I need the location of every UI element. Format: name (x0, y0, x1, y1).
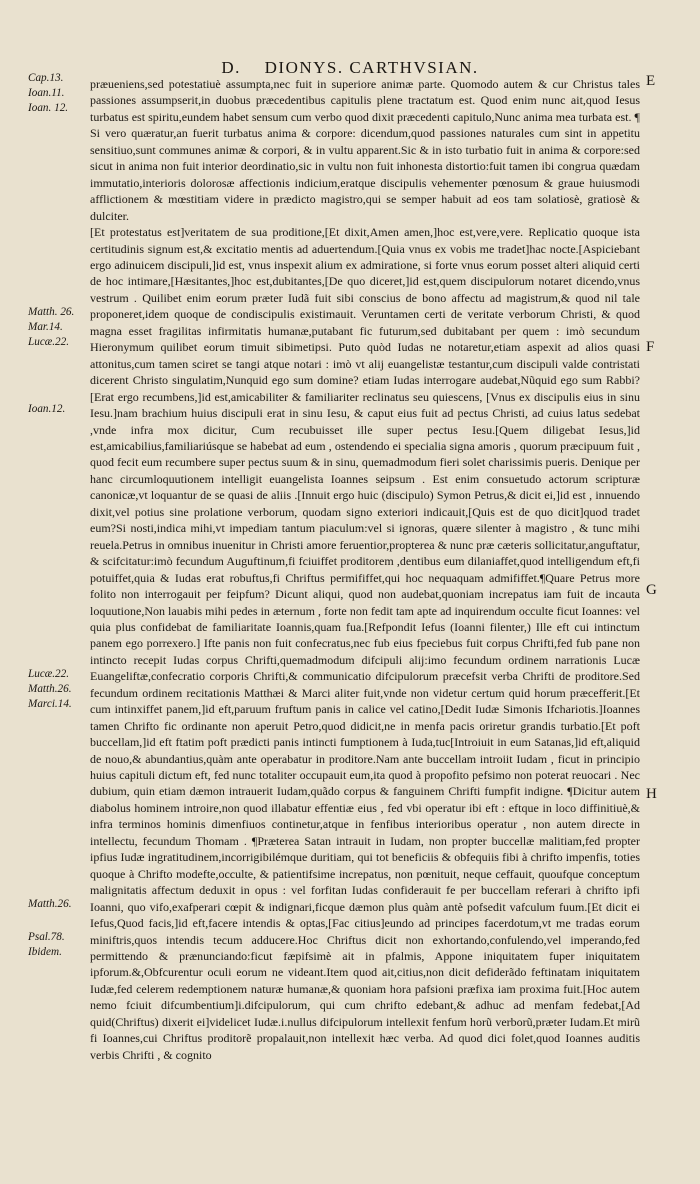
margin-note: Lucæ.22. (28, 668, 70, 680)
margin-note: Ibidem. (28, 946, 62, 958)
margin-note: Cap.13. (28, 72, 64, 84)
paragraph: præueniens,sed potestatiuè assumpta,nec fuit in superiore animæ parte. Quomodo autem & cur Christus tales passiones assumpserit,in duobus præcedentibus capitulis plene tractatum est. Quod enim nunc ait,quod Iesus turbatus est spiritu,eundem habet sensum cum verbo quod dixit præcedenti capitulo,Nunc anima mea turbata est. ¶ Si vero quæratur,an fuerit turbatus anima & corpore: dicendum,quod passiones naturales cum sint in appetitu sensitiuo,sunt communes animæ & corpori, & in vultu apparent.Sic & in isto turbatio fuit in anima & corpore:sed sicut in anima non fuit interior deordinatio,sic in vultu non fuit inhonesta distortio:fuit tamen ibi congrua quædam immutatio,interioris dolorosæ affectionis indicium,eratque discipulis vehementer pœnosum & graue huiusmodi afflictionem & mœstitiam videre in prædicto magistro,qui se semper habuit ad eos tam solatiosè, gratiosè & dulciter. (90, 77, 640, 223)
paragraph: [Et protestatus est]veritatem de sua proditione,[Et dixit,Amen amen,]hoc est,vere,vere. Replicatio quoque ista certitudinis signum est,& excitatio mentis ad aduertendum.[Quia vnus ex vobis me tradet]hac nocte.[Aspiciebant ergo adinuicem discipuli,]id est, vnus inspexit alium ex admiratione, si forte vnus eorum posset alteri aliquid certi de hoc intimare,[Hæsitantes,]hoc est,dubitantes,[De quo diceret,]id est,quem discipulorum notaret dicendo,vnus vestrum . Quilibet enim eorum præter Iudã fuit sibi conscius de bono affectu ad magistrum,& quod nil tale proponeret,idem quoque de condiscipulis existimauit. Veruntamen certi de veritate verborum Christi, & quod magna esset fragilitas infirmitatis humanæ,putabant fic futurum,sed dubitabant per quem : imò secundum Hieronymum quilibet eorum timuit sibimetipsi. Puto quòd Iudas ne notaretur,etiam aspexit ad alios quasi attonitus,cum tamen sciret se tangi atque notari : imò vt alij euangelistæ testantur,cum discipuli valde contristati dicerent Christo singulatim,Nunquid ego sum domine? etiam Iudas interrogare audebat,Nũquid ego sum Rabbi?[Erat ergo recumbens,]id est,amicabiliter & familiariter reclinatus seu quiescens, [Vnus ex discipulis eius in sinu Iesu.]nam brachium huius discipuli erat in sinu Iesu, & caput eius fuit ad pectus Christi, ad cuius latus sedebat ,vnde infra mox dicitur, Cum recubuisset ille super pectus Iesu.[Quem diligebat Iesus,]id est,amicabilius,familiariúsque se habebat ad eum , ostendendo ei specialia signa amoris , quorum præcipuum fuit , quod fecit eum recumbere super pectus suum & in sinu, quemadmodum fieri solet charissimis pueris. Denique per hanc circumloquutionem intelligit euangelista Ioannes seipsum . Est enim consuetudo actorum scripturæ canonicæ,vt loquantur de se quasi de aliis .[Innuit ergo huic (discipulo) Symon Petrus,& dicit ei,]id est , innuendo dixit,vel potius sine prolatione verborum, quodam signo exteriori indicauit,[Quis est de quo dicit]quod tradet eum?Si nosti,indica mihi,vt impediam tantum piaculum:vel si ignoras, quære silenter à magistro , & tunc mihi reuela.Petrus in omnibus inuenitur in Christi amore feruentior,propterea & nunc præ cæteris sollicitatur,anguftatur, & scifcitatur:imò fecundum Auguftinum,fi fciuiffet proditorem ,dentibus eum dilaniaffet,quod intelligendum eft,fi potuiffet,quia & Iudas erat robuftus,fi Chriftus permififfet,qui hoc nequaquam admififfet.¶Quare Petrus more folito non interrogauit per feipfum? Dicunt aliqui, quod non audebat,quoniam increpatus iam fuit de incauta loquutione,Non lauabis mihi pedes in æternum , forte non fedit tam apte ad inquirendum occulte ficut Ioannes: vel quia plus confidebat de familiaritate Ioannis,quam fua.[Refpondit Iefus (Ioanni filenter,) Ille eft cui intinctum panem ego porrexero.] Ifte panis non fuit confecratus,nec fub eius fpeciebus fuit corpus Chrifti,fed fub pane non intincto recepit Iudas corpus Chrifti,quemadmodum difcipuli alij:imo fecundum ordinem narrationis Lucæ Euangeliftæ,confecratio corporis Chrifti,& communicatio difcipulorum præcefsit verba Chrifti de proditore.Sed fecundum ordinem recitationis Matthæi & Marci aliter fuit,vnde non videtur certum quid horum præcefferit.[Et cum intinxiffet panem,]id eft,paruum fruftum panis in calice vel catino,[Dedit Iudæ Simonis Ifchariotis.]Ioannes tamen Chrifto fic ordinante non aperuit Petro,quod didicit,ne in menfa pacis oriretur grandis turbatio.[Et poft buccellam,]id eft ftatim poft prædicti panis intincti fumptionem à Iuda,tuc[Introiuit in eum Satanas,]id eft,aliquid de nouo,& abundantius,quàm ante operabatur in proditore.Nam ante buccellam introiit Iudam , ficut in principio huius capituli dictum eft, fed nunc totaliter occupauit eum,ita quod à propofito pefsimo non poterat reuocari . Nec dubium, quin etiam dæmon intrauerit Iudam,quãdo corpus & fanguinem Chrifti fumpfit indigne. ¶Dicitur autem diabolus hominem introire,non quod illabatur effentiæ eius , fed vbi operatur ibi eft : eftque in loco diffinitiuè,& infra terminos hominis dimenfiuos continetur,atque in fenfibus interioribus operatur , non autem directe in intellectu, fecundum Thomam . ¶Præterea Satan intrauit in Iudam, non propter buccellæ malitiam,fed propter ipfius Iudæ ingratitudinem,incorrigibilémque duritiam, qui tot beneficiis & obfequiis fibi à chrifto impenfis, toties quoque à Chrifto modefte,occulte, & patientifsime increpatus, non pœnituit, neque ceffauit, quoufque conceptum malignitatis affectum deduxit in opus : vel forfitan Iudas confiderauit fe per buccellam referari à chrifto ipfi Ioanni, quo vifo,exafperari cœpit & indignari,ficque dæmon plus quàm antè pofsedit vafculum fuum.[Et dicit ei Iefus,Quod facis,]id eft,facere intendis & optas,[Fac citius]eundo ad principes facerdotum,vt me tradas eorum miniftris,quos intendis tecum adducere.Hoc Chriftus dicit non exhortando,confulendo,vel imperando,fed permittendo & prænunciando:ficut fæpifsimè ait in pfalmis, Appone iniquitatem fuper iniquitatem ipforum.&,Obfcurentur oculi eorum ne videant.Item quod ait,citius,non dicit defiderãdo feftinatam iniquitatem Iudæ,fed celerem redemptionem naturæ humanæ,& quoniam hora pafsioni præfixa iam proxima fuit.[Hoc autem nemo fciuit difcumbentium]i.difcipulorum, qui cum chrifto edebant,& adhuc ad menfam fedebat,[Ad quid(Chriftus) dixerit ei]videlicet Iudæ.i.nullus difcipulorum intellexit fenfum horũ verborũ,præter Iudam.Et mirũ fi Ioannes,cui Chriftus proditorẽ propalauit,non intellexit hæc verba. Ad quod dici folet,quod Ioannes auditis verbis Chrifti , & cognito (90, 225, 640, 1062)
header-letter: D. (221, 58, 241, 77)
margin-note: Ioan.11. (28, 87, 65, 99)
running-title: DIONYS. CARTHVSIAN. (264, 58, 479, 77)
margin-note: Mar.14. (28, 321, 63, 333)
margin-note: Marci.14. (28, 698, 72, 710)
margin-note: Matth. 26. (28, 306, 75, 318)
margin-note: Psal.78. (28, 931, 65, 943)
margin-note: Lucæ.22. (28, 336, 70, 348)
commentary-text (90, 76, 640, 1063)
section-letter-f: F (646, 339, 655, 355)
section-letter-h: H (646, 786, 657, 802)
margin-note: Matth.26. (28, 898, 72, 910)
page-header (0, 58, 700, 78)
margin-note: Matth.26. (28, 683, 72, 695)
section-letter-e: E (646, 73, 656, 89)
margin-note: Ioan.12. (28, 403, 66, 415)
margin-note: Ioan. 12. (28, 102, 69, 114)
section-letter-g: G (646, 582, 657, 598)
